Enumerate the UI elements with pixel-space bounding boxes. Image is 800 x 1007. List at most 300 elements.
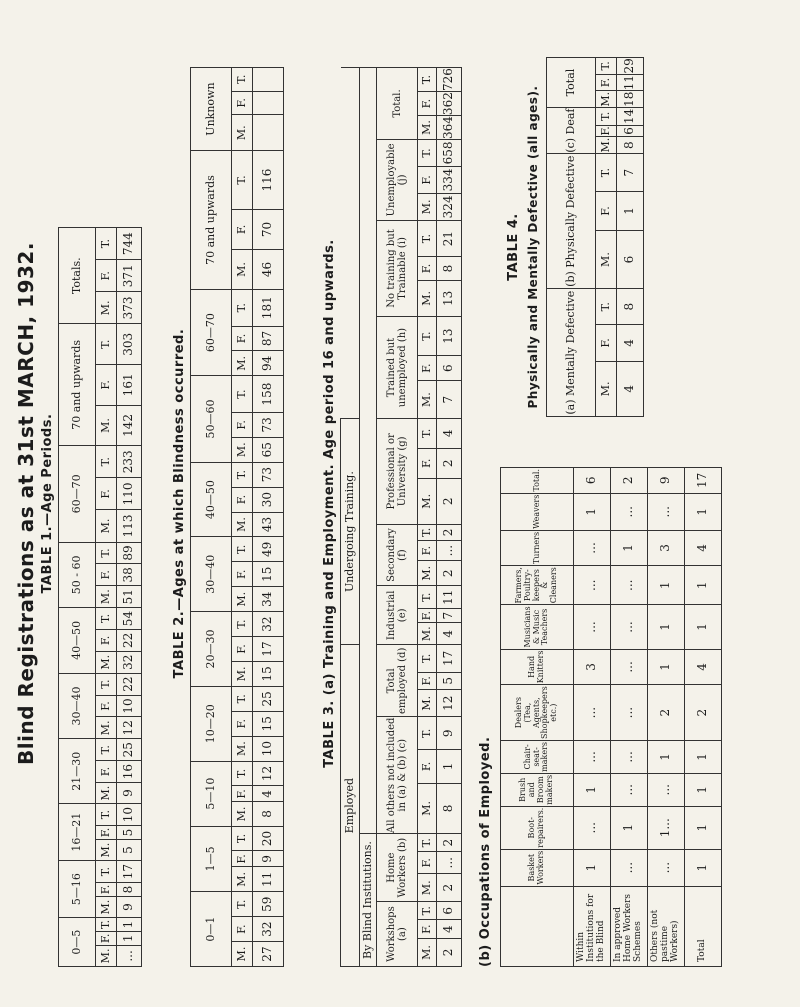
value-cell: 6 xyxy=(437,902,462,920)
value-cell: 1 xyxy=(574,493,611,530)
sex-header: M. xyxy=(96,292,117,324)
value-cell: 94 xyxy=(253,351,284,376)
sex-header: M. xyxy=(96,945,117,966)
value-cell: 8 xyxy=(437,783,462,834)
occupation-header: Hand Knitters xyxy=(501,649,574,685)
value-cell: 9 xyxy=(648,468,685,494)
value-cell: 89 xyxy=(117,542,142,564)
sex-header: M. xyxy=(96,896,117,917)
sex-header: T. xyxy=(418,419,437,449)
sex-header: M. xyxy=(232,115,253,151)
value-cell: ... xyxy=(611,773,648,806)
sex-header: M. xyxy=(418,874,437,902)
value-cell: 2 xyxy=(437,478,462,524)
page-title: Blind Registrations as at 31st MARCH, 1932. xyxy=(14,242,38,765)
value-cell: 4 xyxy=(617,361,644,416)
sex-header: T. xyxy=(232,289,253,326)
value-cell: 9 xyxy=(117,896,142,917)
value-cell: 2 xyxy=(437,938,462,966)
group-header: 70 and upwards xyxy=(59,324,96,446)
value-cell: 12 xyxy=(253,761,284,786)
sex-header: M. xyxy=(418,690,437,717)
occupation-header: Dealers (Tea, Agents, Shopkeepers etc.) xyxy=(501,685,574,741)
sex-header: F. xyxy=(96,761,117,783)
sex-header: T. xyxy=(418,220,437,256)
value-cell: 17 xyxy=(253,637,284,662)
value-cell: 70 xyxy=(253,209,284,249)
value-cell: 14 xyxy=(617,108,644,126)
sex-header: F. xyxy=(596,74,617,91)
value-cell: 49 xyxy=(253,537,284,562)
sex-header: M. xyxy=(96,586,117,608)
sex-header: T. xyxy=(418,902,437,920)
occupation-header: Brush and Broom makers xyxy=(501,773,574,806)
value-cell: 158 xyxy=(253,376,284,413)
value-cell: 2 xyxy=(437,448,462,478)
value-cell: 65 xyxy=(253,437,284,462)
value-cell: 8 xyxy=(617,137,644,154)
sex-header: M. xyxy=(596,137,617,154)
value-cell: 8 xyxy=(117,883,142,897)
value-cell: 9 xyxy=(117,782,142,803)
sex-header: T. xyxy=(232,826,253,851)
sex-header: T. xyxy=(96,739,117,761)
value-cell: 4 xyxy=(437,920,462,939)
row-label: Others (not pastime Workers) xyxy=(648,886,685,966)
value-cell: 1 xyxy=(617,192,644,231)
value-cell: 181 xyxy=(253,289,284,326)
value-cell: 5 xyxy=(437,672,462,690)
value-cell: 10 xyxy=(253,736,284,761)
occupation-header: Farmers, Poultry-keepers & Cleaners xyxy=(501,566,574,605)
corner-cell xyxy=(501,886,574,966)
training-column-header: Total employed (d) xyxy=(377,645,418,717)
value-cell: 27 xyxy=(253,942,284,967)
sex-header: T. xyxy=(596,58,617,75)
value-cell: 32 xyxy=(253,612,284,637)
sex-header: F. xyxy=(96,629,117,651)
occupation-header: Total. xyxy=(501,468,574,494)
value-cell: 1 xyxy=(685,566,722,605)
value-cell: 11 xyxy=(617,74,644,91)
group-header: 5—16 xyxy=(59,861,96,918)
value-cell: ... xyxy=(611,685,648,741)
sex-header: M. xyxy=(232,942,253,967)
value-cell: 20 xyxy=(253,826,284,851)
group-header: 20—30 xyxy=(191,612,232,687)
sex-header: T. xyxy=(96,918,117,932)
value-cell: 43 xyxy=(253,512,284,537)
defect-group-header: Total xyxy=(547,58,596,108)
sex-header: T. xyxy=(232,462,253,487)
sex-header: M. xyxy=(418,280,437,316)
value-cell: 59 xyxy=(253,892,284,917)
value-cell: 5 xyxy=(117,826,142,840)
value-cell: 658 xyxy=(437,139,462,166)
value-cell: ... xyxy=(574,566,611,605)
group-header: 30—40 xyxy=(59,673,96,739)
sex-header: M. xyxy=(418,193,437,220)
sex-header: F. xyxy=(96,883,117,897)
value-cell: 25 xyxy=(117,739,142,761)
value-cell: 8 xyxy=(617,289,644,325)
value-cell: 1 xyxy=(574,773,611,806)
value-cell: 73 xyxy=(253,412,284,437)
table4-title: TABLE 4. xyxy=(506,213,521,281)
group-header: 60—70 xyxy=(191,289,232,375)
sex-header: F. xyxy=(232,91,253,115)
sex-header: T. xyxy=(418,68,437,92)
group-header: 21—30 xyxy=(59,739,96,804)
value-cell: 10 xyxy=(117,695,142,717)
sex-header: F. xyxy=(596,125,617,136)
value-cell: 161 xyxy=(117,365,142,406)
row-label: Total xyxy=(685,886,722,966)
value-cell: ... xyxy=(611,740,648,773)
sex-header: F. xyxy=(232,412,253,437)
sex-header: F. xyxy=(418,166,437,193)
value-cell: 1 xyxy=(648,566,685,605)
sex-header: F. xyxy=(232,637,253,662)
value-cell: 2 xyxy=(437,561,462,586)
sex-header: F. xyxy=(232,487,253,512)
value-cell: 2 xyxy=(648,685,685,741)
value-cell: 25 xyxy=(253,686,284,711)
value-cell: 34 xyxy=(253,587,284,612)
value-cell: 13 xyxy=(437,280,462,316)
value-cell: 1 xyxy=(611,530,648,565)
value-cell: ... xyxy=(437,541,462,561)
training-column-header: Total. xyxy=(377,68,418,140)
value-cell: 51 xyxy=(117,586,142,608)
value-cell: 1 xyxy=(685,806,722,849)
sex-header: F. xyxy=(418,852,437,874)
blank-header xyxy=(341,68,360,419)
value-cell: 142 xyxy=(117,405,142,446)
table3 xyxy=(340,67,462,967)
value-cell: 17 xyxy=(117,861,142,883)
sex-header: F. xyxy=(418,672,437,690)
value-cell: 30 xyxy=(253,487,284,512)
sex-header: M. xyxy=(96,839,117,860)
value-cell: 1 xyxy=(648,740,685,773)
sex-header: F. xyxy=(418,541,437,561)
value-cell: ... xyxy=(574,605,611,649)
sex-header: F. xyxy=(232,851,253,867)
occupation-header: Boot-repairers. xyxy=(501,806,574,849)
value-cell xyxy=(253,115,284,151)
value-cell: 9 xyxy=(253,851,284,867)
value-cell: ... xyxy=(574,740,611,773)
value-cell: 324 xyxy=(437,193,462,220)
group-header: 50 - 60 xyxy=(59,542,96,608)
value-cell: 8 xyxy=(253,802,284,826)
value-cell: 22 xyxy=(117,673,142,695)
value-cell: 13 xyxy=(437,317,462,356)
sex-header: M. xyxy=(232,736,253,761)
sex-header: M. xyxy=(96,717,117,739)
value-cell: 2 xyxy=(437,524,462,540)
sex-header: F. xyxy=(96,564,117,586)
group-header: 30—40 xyxy=(191,537,232,612)
occupation-header: Basket Workers xyxy=(501,849,574,886)
value-cell: 21 xyxy=(437,220,462,256)
value-cell: ... xyxy=(117,945,142,966)
table2-title: TABLE 2.—Ages at which Blindness occurred. xyxy=(172,328,187,679)
group-header: 40—50 xyxy=(59,608,96,674)
sex-header: M. xyxy=(96,651,117,673)
sex-header: F. xyxy=(96,931,117,945)
sex-header: T. xyxy=(96,446,117,478)
value-cell: ... xyxy=(611,493,648,530)
value-cell: 4 xyxy=(617,325,644,362)
sex-header: F. xyxy=(418,356,437,381)
sex-header: M. xyxy=(232,437,253,462)
value-cell: ... xyxy=(437,852,462,874)
training-column-header: Secondary (f) xyxy=(377,524,418,586)
value-cell: 2 xyxy=(437,834,462,852)
sex-header: T. xyxy=(596,154,617,192)
occupation-header: Chair-seat-makers xyxy=(501,740,574,773)
sex-header: T. xyxy=(232,537,253,562)
value-cell: 2 xyxy=(437,874,462,902)
value-cell: 32 xyxy=(253,917,284,942)
training-column-header: Home Workers (b) xyxy=(377,834,418,902)
group-header: 10—20 xyxy=(191,686,232,761)
training-column-header: All others not included in (a) & (b) (c) xyxy=(377,717,418,834)
sex-header: F. xyxy=(596,192,617,231)
sex-header: M. xyxy=(96,510,117,542)
defect-group-header: (a) Mentally Defective xyxy=(547,289,596,417)
value-cell: 6 xyxy=(574,468,611,494)
sex-header: F. xyxy=(418,920,437,939)
sex-header: F. xyxy=(96,260,117,292)
undergoing-header: Undergoing Training. xyxy=(341,419,360,645)
sex-header: M. xyxy=(418,561,437,586)
group-header: 70 and upwards xyxy=(191,151,232,290)
group-header: Totals. xyxy=(59,228,96,324)
value-cell xyxy=(253,91,284,115)
sex-header: T. xyxy=(418,139,437,166)
by-blind-header: By Blind Institutions. xyxy=(360,834,377,967)
value-cell: 9 xyxy=(437,717,462,750)
table2 xyxy=(190,67,284,967)
sex-header: M. xyxy=(596,230,617,289)
value-cell: 1 xyxy=(685,849,722,886)
sex-header: T. xyxy=(596,108,617,126)
sex-header: T. xyxy=(96,673,117,695)
value-cell: 744 xyxy=(117,228,142,260)
sex-header: M. xyxy=(232,512,253,537)
sex-header: F. xyxy=(418,92,437,116)
sex-header: T. xyxy=(232,686,253,711)
value-cell: 2 xyxy=(611,468,648,494)
value-cell: 38 xyxy=(117,564,142,586)
sex-header: F. xyxy=(232,562,253,587)
table4 xyxy=(546,57,644,417)
value-cell: 1 xyxy=(117,918,142,932)
sex-header: M. xyxy=(232,867,253,892)
value-cell: 3 xyxy=(574,649,611,685)
sex-header: T. xyxy=(418,645,437,672)
value-cell: 1 xyxy=(685,740,722,773)
value-cell: 22 xyxy=(117,629,142,651)
blank-sub xyxy=(360,68,377,834)
sex-header: T. xyxy=(232,612,253,637)
value-cell: 15 xyxy=(253,711,284,736)
value-cell: 4 xyxy=(253,786,284,802)
sex-header: T. xyxy=(232,68,253,92)
value-cell: 46 xyxy=(253,249,284,289)
sex-header: M. xyxy=(232,249,253,289)
value-cell: 364 xyxy=(437,116,462,140)
sex-header: T. xyxy=(418,586,437,609)
sex-header: T. xyxy=(96,324,117,365)
value-cell: 373 xyxy=(117,292,142,324)
sex-header: F. xyxy=(232,786,253,802)
value-cell: 1 xyxy=(437,750,462,783)
value-cell: 6 xyxy=(617,230,644,289)
value-cell: 1... xyxy=(648,806,685,849)
group-header: 16—21 xyxy=(59,804,96,861)
value-cell: 1 xyxy=(611,806,648,849)
sex-header: T. xyxy=(418,834,437,852)
sex-header: T. xyxy=(232,376,253,413)
value-cell: 1 xyxy=(648,649,685,685)
employed-header: Employed xyxy=(341,645,360,967)
value-cell: 15 xyxy=(253,562,284,587)
training-column-header: Professional or University (g) xyxy=(377,419,418,525)
value-cell: 16 xyxy=(117,761,142,783)
sex-header: F. xyxy=(96,695,117,717)
sex-header: T. xyxy=(96,804,117,826)
sex-header: M. xyxy=(596,91,617,108)
value-cell: 3 xyxy=(648,530,685,565)
training-column-header: Trained but unemployed (h) xyxy=(377,317,418,419)
value-cell: ... xyxy=(611,849,648,886)
sex-header: M. xyxy=(596,361,617,416)
sex-header: M. xyxy=(418,478,437,524)
sex-header: T. xyxy=(232,892,253,917)
group-header: 40—50 xyxy=(191,462,232,537)
value-cell: 334 xyxy=(437,166,462,193)
group-header: 1—5 xyxy=(191,826,232,892)
sex-header: F. xyxy=(596,325,617,362)
table3b-title: (b) Occupations of Employed. xyxy=(478,736,493,967)
table1-title: TABLE 1.—Age Periods. xyxy=(40,413,55,594)
value-cell: 8 xyxy=(437,257,462,280)
table3b xyxy=(500,467,722,967)
value-cell: 726 xyxy=(437,68,462,92)
table1 xyxy=(58,227,142,967)
occupation-header: Turners xyxy=(501,530,574,565)
occupation-header: Musicians & Music Teachers xyxy=(501,605,574,649)
sex-header: M. xyxy=(232,351,253,376)
value-cell: 110 xyxy=(117,478,142,510)
sex-header: T. xyxy=(232,761,253,786)
table3-title: TABLE 3. (a) Training and Employment. Age period 16 and upwards. xyxy=(322,239,337,768)
sex-header: F. xyxy=(418,448,437,478)
value-cell: 15 xyxy=(253,661,284,686)
defect-group-header: (b) Physically Defective xyxy=(547,154,596,289)
value-cell: 7 xyxy=(617,154,644,192)
training-column-header: Unemployable (j) xyxy=(377,139,418,220)
value-cell: 1 xyxy=(648,605,685,649)
sex-header: M. xyxy=(418,623,437,645)
value-cell: 12 xyxy=(437,690,462,717)
value-cell: 29 xyxy=(617,58,644,75)
value-cell: 7 xyxy=(437,381,462,419)
value-cell: ... xyxy=(574,685,611,741)
sex-header: T. xyxy=(232,151,253,210)
value-cell: 12 xyxy=(117,717,142,739)
sex-header: M. xyxy=(418,783,437,834)
value-cell: 303 xyxy=(117,324,142,365)
sex-header: F. xyxy=(418,257,437,280)
value-cell: 113 xyxy=(117,510,142,542)
group-header: 5—10 xyxy=(191,761,232,826)
group-header: 0—5 xyxy=(59,918,96,967)
value-cell: 1 xyxy=(685,605,722,649)
value-cell: 18 xyxy=(617,91,644,108)
sex-header: M. xyxy=(418,938,437,966)
value-cell: 4 xyxy=(685,530,722,565)
sex-header: F. xyxy=(232,917,253,942)
sex-header: F. xyxy=(232,711,253,736)
value-cell: 362 xyxy=(437,92,462,116)
sex-header: F. xyxy=(418,750,437,783)
value-cell: 54 xyxy=(117,608,142,630)
sex-header: T. xyxy=(96,861,117,883)
sex-header: M. xyxy=(418,116,437,140)
value-cell: ... xyxy=(611,566,648,605)
training-column-header: Workshops (a) xyxy=(377,902,418,967)
value-cell: 11 xyxy=(437,586,462,609)
value-cell: ... xyxy=(574,530,611,565)
group-header: 60—70 xyxy=(59,446,96,542)
value-cell: 87 xyxy=(253,326,284,351)
group-header: 50—60 xyxy=(191,376,232,462)
value-cell: ... xyxy=(574,806,611,849)
sex-header: M. xyxy=(96,782,117,803)
sex-header: F. xyxy=(418,608,437,622)
value-cell xyxy=(253,68,284,92)
value-cell: 32 xyxy=(117,651,142,673)
value-cell: 2 xyxy=(685,685,722,741)
value-cell: 4 xyxy=(437,623,462,645)
value-cell: 1 xyxy=(117,931,142,945)
sex-header: M. xyxy=(232,802,253,826)
sex-header: T. xyxy=(596,289,617,325)
value-cell: 7 xyxy=(437,608,462,622)
sex-header: M. xyxy=(232,587,253,612)
sex-header: T. xyxy=(418,317,437,356)
value-cell: ... xyxy=(611,649,648,685)
value-cell: 1 xyxy=(685,773,722,806)
value-cell: 17 xyxy=(437,645,462,672)
value-cell: 233 xyxy=(117,446,142,478)
defect-group-header: (c) Deaf xyxy=(547,108,596,154)
row-label: In approved Home Workers Schemes xyxy=(611,886,648,966)
sex-header: T. xyxy=(96,608,117,630)
sex-header: M. xyxy=(96,405,117,446)
sex-header: T. xyxy=(418,717,437,750)
sex-header: F. xyxy=(96,478,117,510)
sex-header: M. xyxy=(232,661,253,686)
value-cell: ... xyxy=(648,493,685,530)
value-cell: 4 xyxy=(437,419,462,449)
sex-header: F. xyxy=(232,209,253,249)
